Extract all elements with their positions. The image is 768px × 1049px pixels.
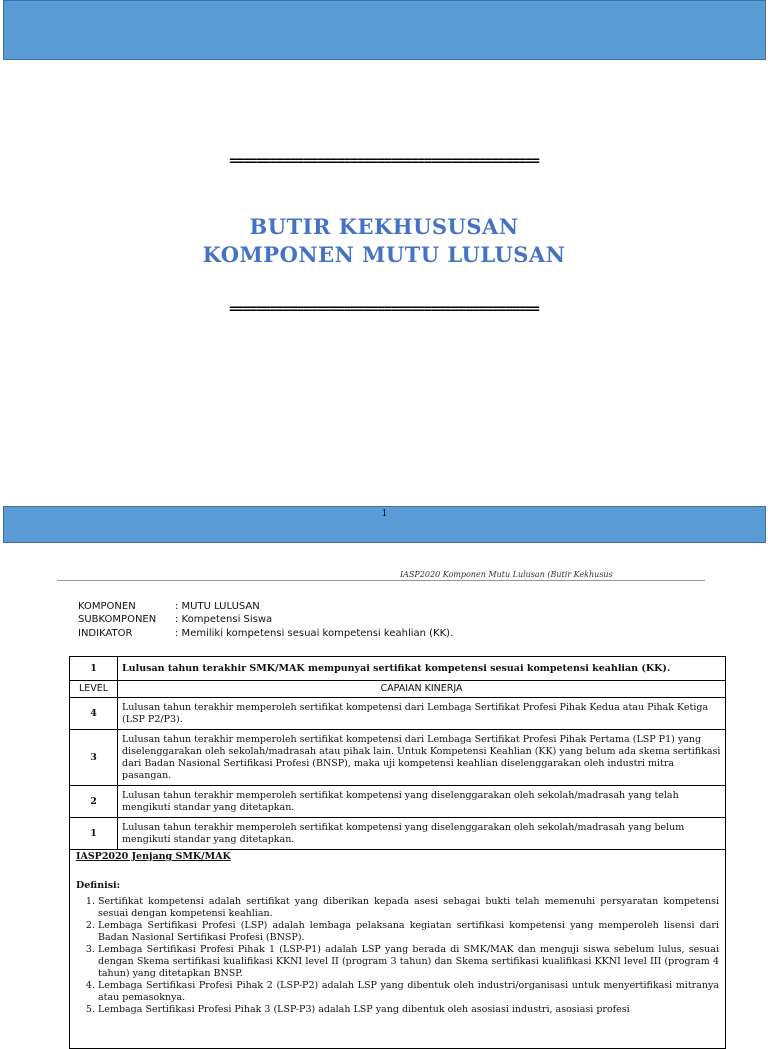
- col-header-level: LEVEL: [70, 681, 118, 698]
- table-row: [70, 698, 726, 730]
- table-row: [70, 730, 726, 786]
- definitions-title: Definisi:: [76, 880, 121, 891]
- capaian-cell: Lulusan tahun terakhir memperoleh sertifikat kompetensi yang diselenggarakan oleh sekolah/madrasah yang telah mengikuti standar yang ditetapkan.: [118, 786, 726, 818]
- item-statement: Lulusan tahun terakhir SMK/MAK mempunyai sertifikat kompetensi sesuai kompetensi keahlian (KK).: [118, 657, 726, 681]
- list-item: 5. Lembaga Sertifikasi Profesi Pihak 3 (LSP-P3) adalah LSP yang dibentuk oleh asosiasi industri, asosiasi profesi: [98, 1004, 719, 1016]
- definitions-subtitle: IASP2020 Jenjang SMK/MAK: [76, 851, 231, 862]
- definitions-list: [76, 896, 719, 1016]
- level-cell: 4: [70, 698, 118, 730]
- list-item: 2. Lembaga Sertifikasi Profesi (LSP) adalah lembaga pelaksana kegiatan sertifikasi kompetensi yang memperoleh lisensi dari Badan Nasional Sertifikasi Profesi (BNSP).: [98, 920, 719, 944]
- capaian-cell: Lulusan tahun terakhir memperoleh sertifikat kompetensi dari Lembaga Sertifikat Profesi Pihak Kedua atau Pihak Ketiga (LSP P2/P3).: [118, 698, 726, 730]
- meta-komponen: [78, 601, 260, 612]
- header-rule: [57, 580, 705, 581]
- footer-band: [3, 506, 766, 543]
- level-cell: 3: [70, 730, 118, 786]
- table-row: [70, 681, 726, 698]
- list-item: 3. Lembaga Sertifikasi Profesi Pihak 1 (LSP-P1) adalah LSP yang berada di SMK/MAK dan menguji siswa sebelum lulus, sesuai dengan Skema sertifikasi kualifikasi KKNI level II (program 3 tahun) dan Skema sertifikasi kualifikasi KKNI level III (program 4 tahun) yang ditetapkan BNSP.: [98, 944, 719, 980]
- cover-title-line1: BUTIR KEKHUSUSAN: [249, 214, 519, 239]
- cover-title-line2: KOMPONEN MUTU LULUSAN: [202, 242, 566, 267]
- meta-value: : Kompetensi Siswa: [175, 614, 273, 625]
- capaian-cell: Lulusan tahun terakhir memperoleh sertifikat kompetensi dari Lembaga Sertifikat Profesi Pihak Pertama (LSP P1) yang diselenggarakan oleh sekolah/madrasah atau pihak lain. Untuk Kompetensi Keahlian (KK) yang belum ada skema sertifikasi dari Badan Nasional Sertifikasi Profesi (BNSP), maka uji kompetensi keahlian diselenggarakan oleh industri mitra pasangan.: [118, 730, 726, 786]
- capaian-cell: Lulusan tahun terakhir memperoleh sertifikat kompetensi yang diselenggarakan oleh sekolah/madrasah yang belum mengikuti standar yang ditetapkan.: [118, 818, 726, 850]
- level-cell: 1: [70, 818, 118, 850]
- table-row: [70, 657, 726, 681]
- meta-key: SUBKOMPONEN: [78, 614, 157, 625]
- criteria-table: [69, 656, 726, 850]
- running-header: IASP2020 Komponen Mutu Lulusan (Butir Kekhusus: [400, 570, 613, 579]
- level-cell: 2: [70, 786, 118, 818]
- definitions-box: [69, 849, 726, 1049]
- col-header-capaian: CAPAIAN KINERJA: [118, 681, 726, 698]
- separator-bottom: ==============================================: [229, 302, 539, 317]
- meta-value: : MUTU LULUSAN: [175, 601, 260, 612]
- meta-key: KOMPONEN: [78, 601, 136, 612]
- meta-indikator: [78, 628, 453, 639]
- top-header-band: [3, 0, 766, 60]
- meta-value: : Memiliki kompetensi sesuai kompetensi keahlian (KK).: [175, 628, 454, 639]
- separator-top: ==============================================: [229, 154, 539, 169]
- meta-subkomponen: [78, 614, 272, 625]
- table-row: [70, 786, 726, 818]
- meta-key: INDIKATOR: [78, 628, 133, 639]
- table-row: [70, 818, 726, 850]
- list-item: 1. Sertifikat kompetensi adalah sertifikat yang diberikan kepada asesi sebagai bukti telah memenuhi persyaratan kompetensi sesuai dengan kompetensi keahlian.: [98, 896, 719, 920]
- item-number: 1: [70, 657, 118, 681]
- page-number: 1: [381, 509, 388, 519]
- list-item: 4. Lembaga Sertifikasi Profesi Pihak 2 (LSP-P2) adalah LSP yang dibentuk oleh industri/organisasi untuk menyertifikasi mitranya atau pemasoknya.: [98, 980, 719, 1004]
